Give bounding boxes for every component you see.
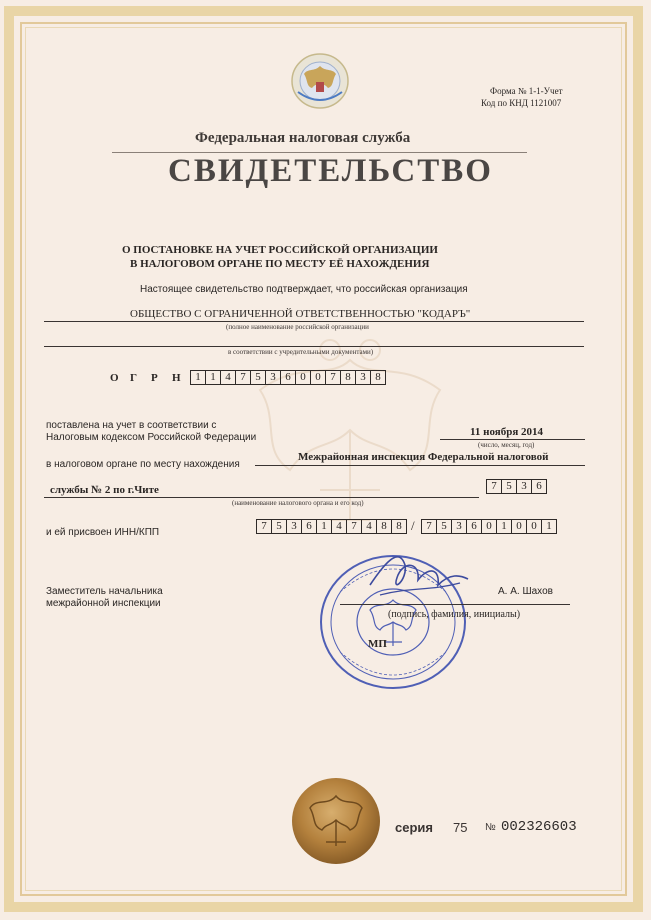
ogrn-digit: 7 — [235, 370, 251, 385]
stamp-mark: МП — [368, 638, 387, 650]
ogrn-letter: О — [110, 372, 119, 384]
kpp-digit: 7 — [421, 519, 437, 534]
series-label: серия — [395, 820, 433, 835]
authority-code-digit: 6 — [531, 479, 547, 494]
date-rule — [440, 439, 585, 440]
series-value: 75 — [453, 820, 468, 835]
organization-caption2: в соответствии с учредительными документами) — [228, 348, 374, 356]
kpp-digits — [421, 519, 556, 534]
inn-digit: 7 — [256, 519, 272, 534]
kpp-digit: 0 — [511, 519, 527, 534]
series-number: 002326603 — [501, 819, 577, 835]
ogrn-digits — [190, 370, 385, 385]
authority-rule2 — [44, 497, 479, 498]
fns-emblem-icon — [290, 52, 350, 110]
organization-rule2 — [44, 346, 584, 347]
inn-kpp-separator: / — [411, 518, 415, 533]
date-caption: (число, месяц, год) — [478, 441, 535, 449]
authority-rule — [255, 465, 585, 466]
registration-line1: поставлена на учет в соответствии с — [46, 420, 217, 431]
inn-digit: 1 — [316, 519, 332, 534]
inn-digit: 6 — [301, 519, 317, 534]
kpp-digit: 1 — [496, 519, 512, 534]
inn-digit: 8 — [391, 519, 407, 534]
kpp-digit: 0 — [481, 519, 497, 534]
authority-code-digit: 3 — [516, 479, 532, 494]
organization-rule — [44, 321, 584, 322]
kpp-digit: 6 — [466, 519, 482, 534]
ogrn-letter: Г — [130, 372, 137, 384]
signer-position-line2: межрайонной инспекции — [46, 598, 161, 609]
inn-digit: 4 — [331, 519, 347, 534]
authority-label: в налоговом органе по месту нахождения — [46, 459, 240, 470]
inn-digit: 8 — [376, 519, 392, 534]
inn-digit: 4 — [361, 519, 377, 534]
inn-digits — [256, 519, 406, 534]
signature-caption: (подпись, фамилия, инициалы) — [388, 609, 521, 620]
ogrn-letter: Н — [172, 372, 181, 384]
authority-caption: (наименование налогового органа и его код) — [232, 499, 364, 507]
ogrn-digit: 6 — [280, 370, 296, 385]
organization-caption1: (полное наименование российской организации — [226, 323, 369, 331]
intro-text: Настоящее свидетельство подтверждает, что российская организация — [140, 284, 468, 295]
subtitle-line1: О ПОСТАНОВКЕ НА УЧЕТ РОССИЙСКОЙ ОРГАНИЗАЦИИ — [122, 244, 438, 256]
ogrn-digit: 5 — [250, 370, 266, 385]
ogrn-digit: 0 — [295, 370, 311, 385]
authority-name-line1: Межрайонная инспекция Федеральной налоговой — [298, 451, 549, 463]
inn-kpp-label: и ей присвоен ИНН/КПП — [46, 527, 160, 538]
kpp-digit: 0 — [526, 519, 542, 534]
authority-code-digit: 5 — [501, 479, 517, 494]
kpp-digit: 5 — [436, 519, 452, 534]
kpp-digit: 3 — [451, 519, 467, 534]
service-name: Федеральная налоговая служба — [195, 130, 411, 146]
signer-name: А. А. Шахов — [498, 586, 553, 597]
number-prefix: № — [485, 822, 496, 833]
signer-position-line1: Заместитель начальника — [46, 586, 163, 597]
handwritten-signature-icon — [360, 545, 470, 605]
signature-rule — [340, 604, 570, 605]
ogrn-digit: 0 — [310, 370, 326, 385]
kpp-digit: 1 — [541, 519, 557, 534]
form-knd-code: Код по КНД 1121007 — [481, 98, 562, 108]
subtitle-line2: В НАЛОГОВОМ ОРГАНЕ ПО МЕСТУ ЕЁ НАХОЖДЕНИЯ — [130, 258, 430, 270]
organization-name: ОБЩЕСТВО С ОГРАНИЧЕННОЙ ОТВЕТСТВЕННОСТЬЮ "КОДАРЪ" — [130, 308, 471, 320]
ogrn-digit: 1 — [205, 370, 221, 385]
registration-line2: Налоговым кодексом Российской Федерации — [46, 432, 257, 443]
ogrn-digit: 1 — [190, 370, 206, 385]
authority-code — [486, 479, 546, 494]
ogrn-digit: 8 — [340, 370, 356, 385]
ogrn-digit: 4 — [220, 370, 236, 385]
ogrn-letter: Р — [151, 372, 158, 384]
ogrn-digit: 3 — [265, 370, 281, 385]
ogrn-digit: 7 — [325, 370, 341, 385]
ogrn-digit: 3 — [355, 370, 371, 385]
inn-digit: 7 — [346, 519, 362, 534]
ogrn-digit: 8 — [370, 370, 386, 385]
authority-name-line2: службы № 2 по г.Чите — [50, 484, 159, 496]
inn-digit: 3 — [286, 519, 302, 534]
page-title: СВИДЕТЕЛЬСТВО — [168, 153, 493, 189]
hologram-seal-icon — [290, 776, 382, 866]
authority-code-digit: 7 — [486, 479, 502, 494]
form-name: Форма № 1-1-Учет — [490, 86, 563, 96]
inn-digit: 5 — [271, 519, 287, 534]
registration-date: 11 ноября 2014 — [470, 426, 544, 438]
